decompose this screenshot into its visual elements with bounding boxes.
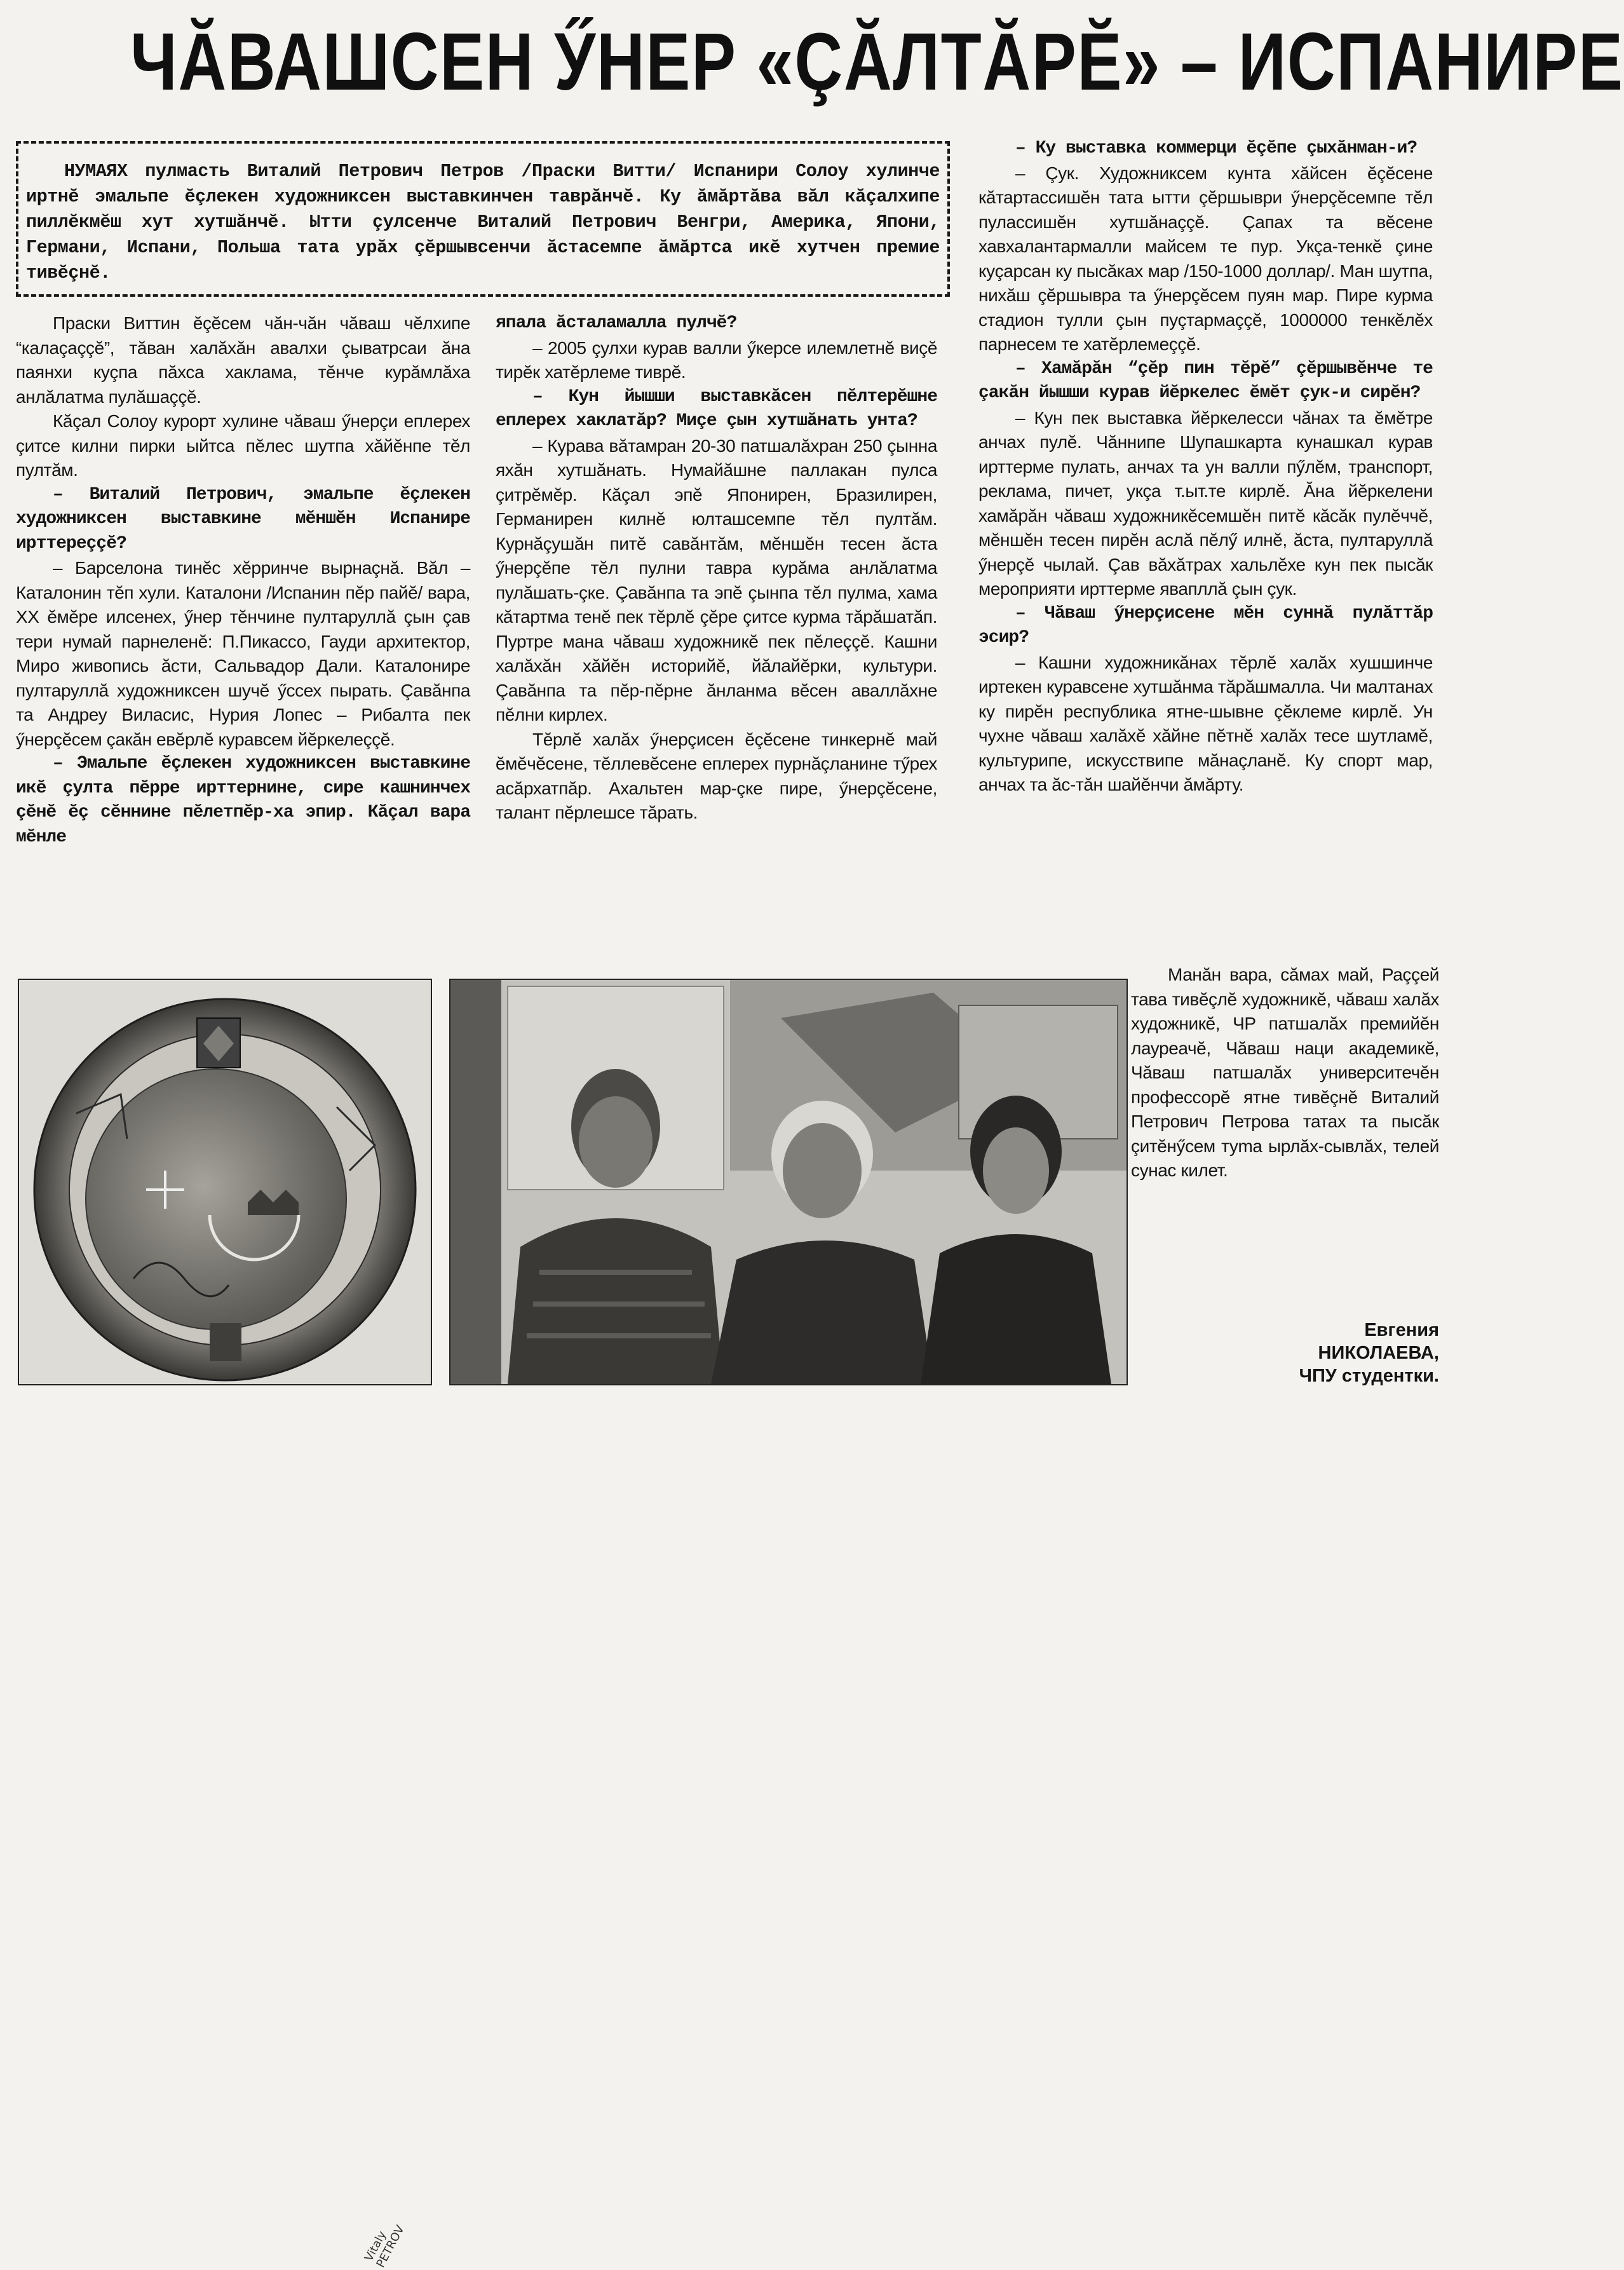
artwork-signature: Vitaly PETROV — [362, 2223, 407, 2270]
paragraph: Манăн вара, сăмах май, Раççей тава тивĕçлĕ художникĕ, чăваш халăх художникĕ, ЧР патшалăх премийĕн лауреачĕ, Чăваш наци академикĕ, Чăваш патшалăх университечĕн профессорĕ ятне тивĕçнĕ Виталий Петрович Петрова татах та пысăк çитĕнӳсем туma ырлăх-сывлăх, телей сунас килет. — [1131, 965, 1439, 1180]
paragraph: – Курава вăтамран 20-30 патшалăхран 250 çынна яхăн хутшăнать. Нумайăшне паллакан пулса çитрĕмĕр. Кăçал эпĕ Японирен, Бразилирен, Германирен килнĕ юлташсемпе тĕл пултăм. Курнăçушăн питĕ савăнтăм, мĕншĕн тесен ăста ӳнерçĕпе тĕл пулни тавра курăма анлăлатма пулăшать-çке. Çавăнпа та эпĕ çынпа тĕл пулма, хама кăтартма тенĕ пек тĕрлĕ çĕре çитсе курма тăрăшатăп. Пуртре мана чăваш художникĕ пек пĕлеççĕ. Кашни халăхăн хăйĕн историйĕ, йăлайĕрки, культури. Çавăнпа та пĕр-пĕрне ăнланма вĕсен аваллăхне пĕлни кирлех. — [496, 435, 937, 724]
question: – Ку выставка коммерци ĕçĕпе çыхăнман-и? — [1015, 139, 1418, 158]
column-3 — [978, 137, 1433, 798]
enamel-plate-photo — [18, 979, 432, 2270]
paragraph: – Барселона тинĕс хĕрринче вырнаçнă. Вăл – Каталонин тĕп хули. Каталони /Испанин пĕр пайĕ/ вара, XX ĕмĕре илсенех, ӳнер тĕнчине пултаруллă çын çав тери нумай парнеленĕ: П.Пикассо, Гауди архитектор, Миро живопись ăсти, Сальвадор Дали. Каталонире пултаруллă художниксен шучĕ ӳссех пырать. Çавăнпа та Андреу Виласис, Нурия Лопес – Рибалта пек ӳнерçĕсем çакăн евĕрлĕ куравсем йĕркелеççĕ. — [16, 558, 470, 749]
author-affiliation: ЧПУ студентки. — [1299, 1366, 1439, 1386]
question: – Чăваш ӳнерçисене мĕн суннă пулăттăр эсир? — [978, 603, 1433, 648]
question: – Кун йышши выставкăсен пĕлтерĕшне еплерех хаклатăр? Миçе çын хутшăнать унта? — [496, 386, 937, 431]
paragraph: – 2005 çулхи курав валли ӳкерсе илемлетнĕ виçĕ тирĕк хатĕрлеме тиврĕ. — [496, 337, 937, 382]
question: – Хамăрăн “çĕр пин тĕрĕ” çĕршывĕнче те çакăн йышши курав йĕркелес ĕмĕт çук-и сирĕн? — [978, 358, 1433, 403]
paragraph: Тĕрлĕ халăх ӳнерçисен ĕçĕсене тинкернĕ май ĕмĕчĕсене, тĕллевĕсене еплерех пурнăçланине тӳрех асăрхатпăр. Ахальтен мар-çке пире, ӳнерçĕсене, талант пĕрлешсе тăрать. — [496, 729, 937, 822]
column-4 — [1131, 963, 1439, 1183]
paragraph: – Кашни художникăнах тĕрлĕ халăх хушшинче иртекен куравсене хутшăнма тăрăшмалла. Чи малтанах ку пирĕн республика ятне-шывне çĕклеме кирлĕ. Ун чухне чăваш халăхĕ хăйне пĕтнĕ халăх тесе шутламĕ, культурипе, искусствипе мăнаçланĕ. Ку спорт мар, анчах та ăс-тăн шайĕнчи ăмăрту. — [978, 652, 1433, 794]
column-2 — [496, 311, 937, 826]
question: – Эмальпе ĕçлекен художниксен выставкине икĕ çулта пĕрре ирттернине, сире кашнинчех çĕнĕ ĕç сĕннине пĕлетпĕр-ха эпир. Кăçал вара мĕнле — [16, 754, 470, 847]
author-signature — [1194, 1319, 1439, 1387]
lead-box — [16, 141, 950, 297]
author-first-name: Евгения — [1364, 1320, 1439, 1340]
lead-paragraph: НУМАЯХ пулмасть Виталий Петрович Петров /Праски Витти/ Испанири Солоу хулинче иртнĕ эмальпе ĕçлекен художниксен выставкинчен таврăнчĕ. Ку ăмăртăва вăл кăçалхипе пиллĕкмĕш хут хутшăнчĕ. Ытти çулсенче Виталий Петрович Венгри, Америка, Япони, Германи, Испани, Польша тата урăх çĕршывсенчи ăстасемпе ăмăртса икĕ хутчен премие тивĕçнĕ. — [26, 161, 940, 283]
group-portrait-photo — [449, 979, 1128, 1385]
column-1 — [16, 311, 470, 850]
headline: ЧĂВАШСЕН ӲНЕР «ÇĂЛТĂРĔ» – ИСПАНИРЕ — [130, 17, 1624, 107]
paragraph: – Кун пек выставка йĕркелесси чăнах та ĕмĕтре анчах пулĕ. Чăннипе Шупашкарта кунашкал курав ирттерме пулать, анчах та ун валли пӳлĕм, транспорт, реклама, пичет, укçа т.ыт.те кирлĕ. Ăна йĕркелени хамăрăн чăваш художникĕсемшĕн питĕ кăсăк пулĕччĕ, мĕншĕн тесен пирĕн аслă пĕлӳ илнĕ, ăста, пултаруллă ӳнерçĕ чылай. Çав вăхăтрах хальлĕхе кун пек пысăк мероприяти ирттерме явапллă çын çук. — [978, 407, 1433, 599]
author-last-name: НИКОЛАЕВА, — [1318, 1343, 1439, 1363]
paragraph: Праски Виттин ĕçĕсем чăн-чăн чăваш чĕлхипе “калаçаççĕ”, тăван халăхăн авалхи çыватрсаи ăна паянхи куçпа пăхса хаклама, тĕнче курăмлăха анлăлатма пулăшаççĕ. — [16, 313, 470, 407]
paragraph: – Çук. Художниксем кунта хăйсен ĕçĕсене кăтартассишĕн тата ытти çĕршыври ӳнерçĕсемпе тĕл пулассишĕн хутшăнаççĕ. Çапах та вĕсене хавхалантармалли майсем те пур. Укçа-тенкĕ çине куçарсан ку пысăках мар /150-1000 доллар/. Ман шутпа, нихăш çĕршывра та ӳнерçĕсем пуян мар. Пире курма стадион тулли çын пуçтармаççĕ, 1000000 тенкĕлĕх парнесем те хатĕрлемеççĕ. — [978, 163, 1433, 354]
question: япала ăсталамалла пулчĕ? — [496, 313, 737, 333]
paragraph: Кăçал Солоу курорт хулине чăваш ӳнерçи еплерех çитсе килни пирки ыйтса пĕлес шутпа хăйĕнпе тĕл пултăм. — [16, 411, 470, 480]
question: – Виталий Петрович, эмальпе ĕçлекен художниксен выставкине мĕншĕн Испанире ирттереççĕ? — [16, 484, 470, 554]
